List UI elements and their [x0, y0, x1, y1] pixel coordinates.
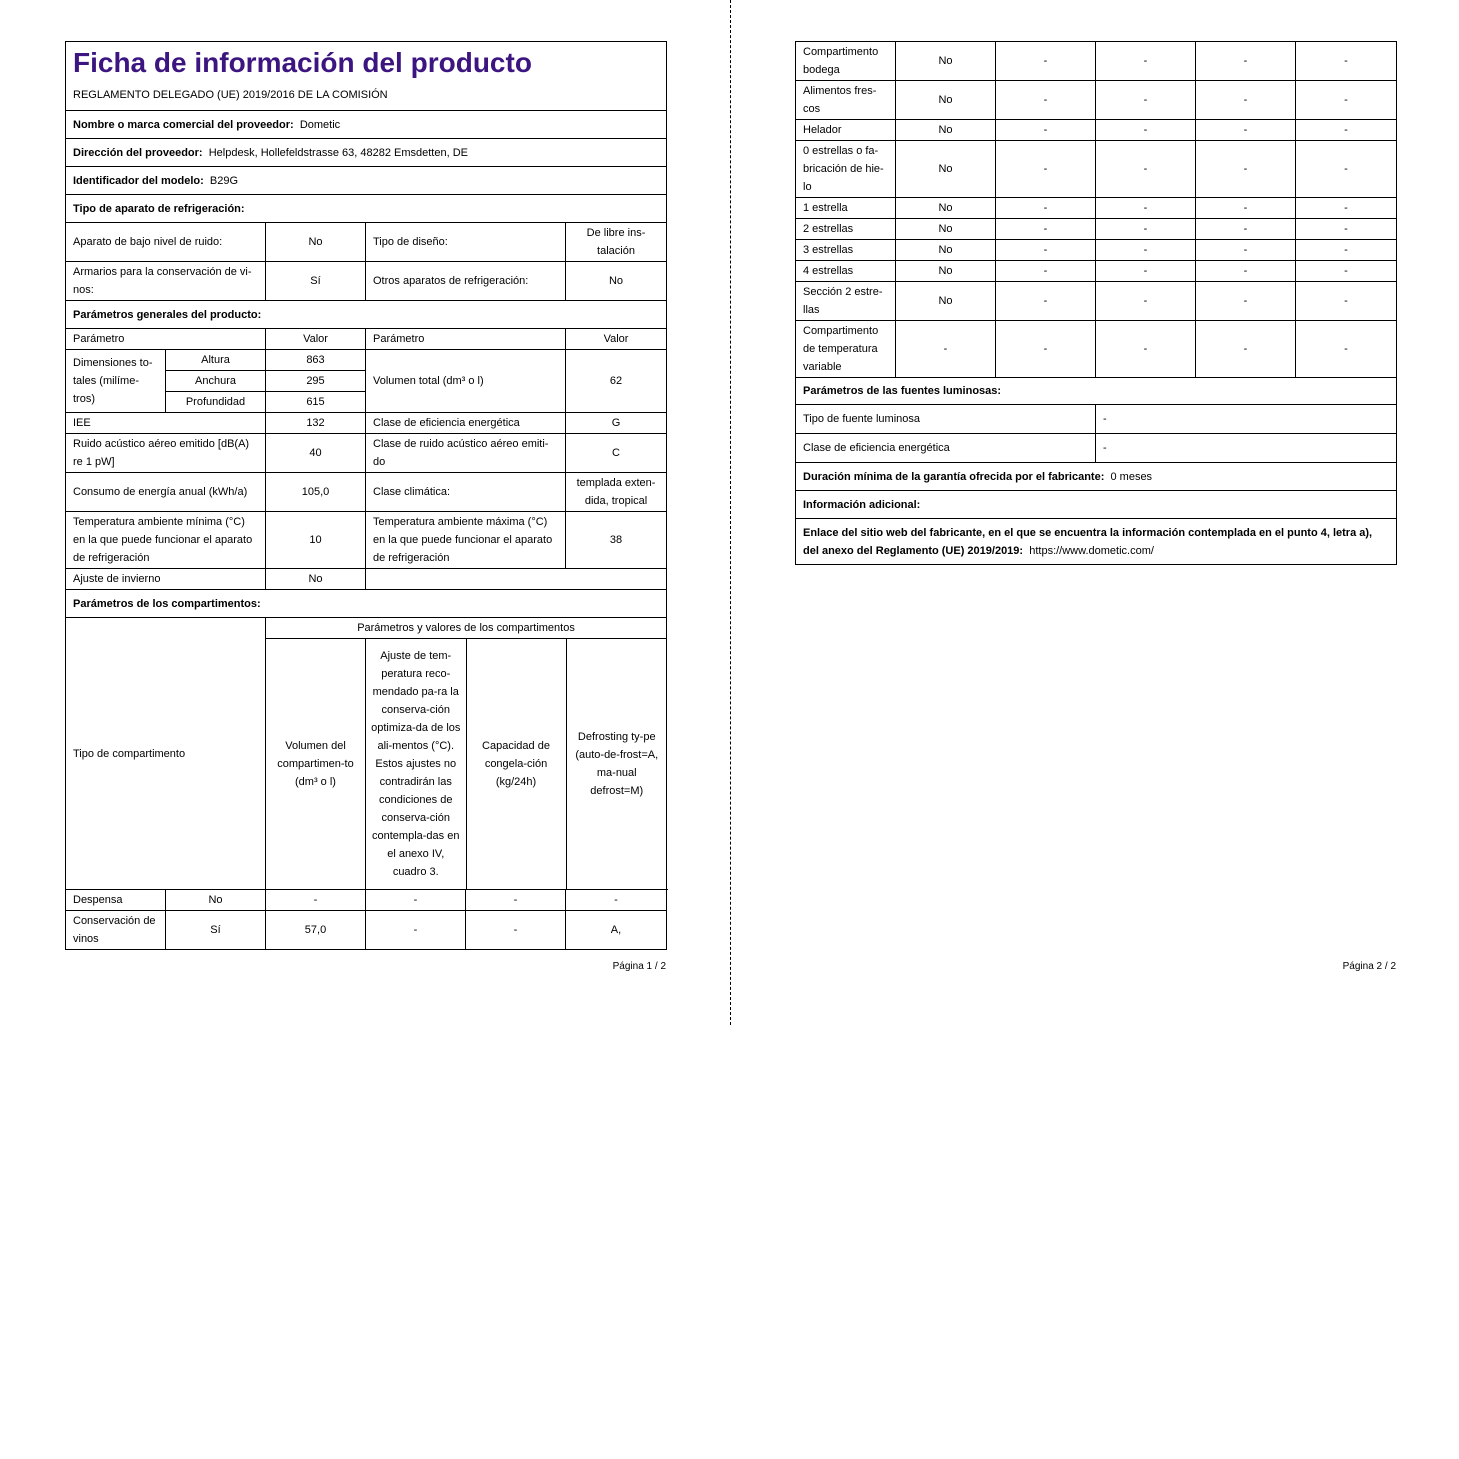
compartment-present: Sí — [166, 911, 266, 950]
total-volume-value: 62 — [566, 350, 667, 413]
wine-cabinet-label: Armarios para la conservación de vi-nos: — [66, 262, 266, 301]
compartment-temp: - — [1096, 141, 1196, 198]
min-temp-label: Temperatura ambiente mínima (°C) en la que puede funcionar el aparato de refrigeración — [66, 512, 266, 569]
compartments-continued-table — [795, 41, 1397, 378]
website-row — [796, 519, 1397, 565]
table-row — [796, 321, 1397, 378]
supplier-address-label: Dirección del proveedor: — [73, 146, 203, 159]
col-defrost-header: Defrosting ty-pe (auto-de-frost=A, ma-nual defrost=M) — [566, 639, 667, 889]
compartment-present: No — [896, 141, 996, 198]
compartment-freezing: - — [1196, 321, 1296, 378]
compartment-name: 3 estrellas — [796, 240, 896, 261]
table-row — [796, 282, 1397, 321]
climate-class-label: Clase climática: — [366, 473, 566, 512]
energy-class-value: G — [566, 413, 667, 434]
height-label: Altura — [166, 350, 266, 371]
total-volume-label: Volumen total (dm³ o l) — [366, 350, 566, 413]
regulation-text: REGLAMENTO DELEGADO (UE) 2019/2016 DE LA COMISIÓN — [73, 89, 388, 101]
compartment-freezing: - — [1196, 282, 1296, 321]
climate-class-value: templada exten-dida, tropical — [566, 473, 667, 512]
compartment-temp: - — [1096, 81, 1196, 120]
width-value: 295 — [266, 371, 366, 392]
noise-class-label: Clase de ruido acústico aéreo emiti-do — [366, 434, 566, 473]
light-type-value: - — [1096, 405, 1397, 434]
compartment-present: No — [166, 890, 266, 911]
eei-value: 132 — [266, 413, 366, 434]
compartment-freezing: - — [1196, 81, 1296, 120]
warranty-label: Duración mínima de la garantía ofrecida por el fabricante: — [803, 470, 1105, 483]
design-type-value: De libre ins-talación — [566, 223, 667, 262]
compartment-freezing: - — [1196, 198, 1296, 219]
table-row — [796, 198, 1397, 219]
compartment-volume: - — [266, 890, 366, 911]
compartment-present: No — [896, 120, 996, 141]
compartment-volume: - — [996, 42, 1096, 81]
light-type-label: Tipo de fuente luminosa — [796, 405, 1096, 434]
general-params-header: Parámetros generales del producto: — [66, 301, 667, 329]
light-source-table — [795, 377, 1397, 565]
compartment-temp: - — [1096, 120, 1196, 141]
compartment-name: Conservación de vinos — [66, 911, 166, 950]
page-divider — [730, 0, 731, 1025]
empty-cell — [366, 569, 667, 590]
compartment-present: No — [896, 42, 996, 81]
compartment-present: - — [896, 321, 996, 378]
compartment-temp: - — [1096, 198, 1196, 219]
energy-class-label: Clase de eficiencia energética — [366, 413, 566, 434]
col-freezing-header: Capacidad de congela-ción (kg/24h) — [466, 639, 566, 889]
col-value2-header: Valor — [566, 329, 667, 350]
title-block — [66, 42, 667, 111]
compartment-defrost: A, — [566, 911, 667, 950]
low-noise-label: Aparato de bajo nivel de ruido: — [66, 223, 266, 262]
wine-cabinet-value: Sí — [266, 262, 366, 301]
compartment-temp: - — [1096, 282, 1196, 321]
website-link[interactable]: https://www.dometic.com/ — [1029, 544, 1154, 557]
dimensions-label: Dimensiones to-tales (milíme-tros) — [66, 350, 166, 413]
table-row — [796, 81, 1397, 120]
compartment-freezing: - — [1196, 141, 1296, 198]
light-class-label: Clase de eficiencia energética — [796, 434, 1096, 463]
compartment-subheader-table — [366, 639, 667, 889]
winter-setting-label: Ajuste de invierno — [66, 569, 266, 590]
compartment-volume: 57,0 — [266, 911, 366, 950]
compartment-params-header: Parámetros y valores de los compartimentos — [266, 618, 667, 639]
compartment-defrost: - — [1296, 198, 1397, 219]
noise-label: Ruido acústico aéreo emitido [dB(A) re 1 pW] — [66, 434, 266, 473]
page-2 — [795, 41, 1396, 565]
compartment-volume: - — [996, 219, 1096, 240]
low-noise-value: No — [266, 223, 366, 262]
supplier-address: Helpdesk, Hollefeldstrasse 63, 48282 Emsdetten, DE — [208, 146, 468, 159]
supplier-name-label: Nombre o marca comercial del proveedor: — [73, 118, 294, 131]
compartment-freezing: - — [466, 911, 566, 950]
compartment-defrost: - — [1296, 240, 1397, 261]
additional-info-header: Información adicional: — [796, 491, 1397, 519]
compartment-volume: - — [996, 240, 1096, 261]
height-value: 863 — [266, 350, 366, 371]
compartment-name: Compartimento de temperatura variable — [796, 321, 896, 378]
page-title: Ficha de información del producto — [73, 47, 532, 78]
compartment-defrost: - — [1296, 120, 1397, 141]
compartments-header: Parámetros de los compartimentos: — [66, 590, 667, 618]
compartment-freezing: - — [1196, 240, 1296, 261]
compartment-present: No — [896, 198, 996, 219]
compartment-name: 4 estrellas — [796, 261, 896, 282]
compartment-name: Sección 2 estre-llas — [796, 282, 896, 321]
table-row — [796, 240, 1397, 261]
compartment-present: No — [896, 261, 996, 282]
compartment-temp: - — [1096, 240, 1196, 261]
compartment-temp: - — [366, 890, 466, 911]
compartment-name: 1 estrella — [796, 198, 896, 219]
supplier-address-row — [66, 139, 667, 167]
other-appliance-label: Otros aparatos de refrigeración: — [366, 262, 566, 301]
compartment-name: Helador — [796, 120, 896, 141]
light-class-value: - — [1096, 434, 1397, 463]
compartment-name: 2 estrellas — [796, 219, 896, 240]
model-id-label: Identificador del modelo: — [73, 174, 204, 187]
table-row — [66, 890, 667, 911]
warranty-value: 0 meses — [1110, 470, 1153, 483]
compartment-volume: - — [996, 282, 1096, 321]
compartment-present: No — [896, 81, 996, 120]
compartment-defrost: - — [1296, 321, 1397, 378]
compartment-volume: - — [996, 321, 1096, 378]
eei-label: IEE — [66, 413, 266, 434]
light-params-header: Parámetros de las fuentes luminosas: — [796, 378, 1397, 405]
appliance-type-header: Tipo de aparato de refrigeración: — [66, 195, 667, 223]
compartment-present: No — [896, 240, 996, 261]
compartment-present: No — [896, 219, 996, 240]
model-id-row — [66, 167, 667, 195]
compartment-volume: - — [996, 81, 1096, 120]
col-param-header: Parámetro — [66, 329, 266, 350]
compartment-defrost: - — [1296, 141, 1397, 198]
page-number-1: Página 1 / 2 — [612, 961, 666, 972]
compartment-name: Alimentos fres-cos — [796, 81, 896, 120]
compartment-name: Compartimento bodega — [796, 42, 896, 81]
table-row — [796, 42, 1397, 81]
compartment-freezing: - — [1196, 261, 1296, 282]
page-number-2: Página 2 / 2 — [1342, 961, 1396, 972]
max-temp-value: 38 — [566, 512, 667, 569]
compartment-volume: - — [996, 261, 1096, 282]
table-row — [796, 219, 1397, 240]
compartment-defrost: - — [566, 890, 667, 911]
noise-value: 40 — [266, 434, 366, 473]
compartment-temp: - — [1096, 261, 1196, 282]
compartment-temp: - — [1096, 219, 1196, 240]
compartment-name: Despensa — [66, 890, 166, 911]
compartment-freezing: - — [1196, 120, 1296, 141]
compartment-temp: - — [366, 911, 466, 950]
compartment-temp: - — [1096, 321, 1196, 378]
noise-class-value: C — [566, 434, 667, 473]
model-id: B29G — [209, 174, 239, 187]
design-type-label: Tipo de diseño: — [366, 223, 566, 262]
table-row — [796, 141, 1397, 198]
compartment-subheaders — [366, 639, 667, 890]
compartment-volume: - — [996, 198, 1096, 219]
compartment-defrost: - — [1296, 282, 1397, 321]
compartment-freezing: - — [1196, 219, 1296, 240]
winter-setting-value: No — [266, 569, 366, 590]
depth-label: Profundidad — [166, 392, 266, 413]
warranty-row — [796, 463, 1397, 491]
depth-value: 615 — [266, 392, 366, 413]
compartment-defrost: - — [1296, 42, 1397, 81]
supplier-name-row — [66, 111, 667, 139]
annual-energy-label: Consumo de energía anual (kWh/a) — [66, 473, 266, 512]
compartment-defrost: - — [1296, 219, 1397, 240]
annual-energy-value: 105,0 — [266, 473, 366, 512]
compartment-volume: - — [996, 120, 1096, 141]
compartment-volume: - — [996, 141, 1096, 198]
col-temp-header: Ajuste de tem-peratura reco-mendado pa-ra la conserva-ción optimiza-da de los ali-mentos (°C). Estos ajustes no contradirán las condiciones de conserva-ción contempla-das en el anexo IV, cuadro 3. — [366, 639, 466, 889]
website-label: Enlace del sitio web del fabricante, en el que se encuentra la información contemplada en el punto 4, letra a), del anexo del Reglamento (UE) 2019/2019: — [803, 526, 1373, 557]
width-label: Anchura — [166, 371, 266, 392]
compartment-present: No — [896, 282, 996, 321]
compartment-name: 0 estrellas o fa-bricación de hie-lo — [796, 141, 896, 198]
compartment-type-label: Tipo de compartimento — [66, 618, 266, 890]
table-row — [796, 261, 1397, 282]
table-row — [796, 120, 1397, 141]
min-temp-value: 10 — [266, 512, 366, 569]
compartment-rows-table — [65, 889, 667, 950]
compartment-temp: - — [1096, 42, 1196, 81]
col-value-header: Valor — [266, 329, 366, 350]
compartment-freezing: - — [1196, 42, 1296, 81]
supplier-name: Dometic — [299, 118, 341, 131]
compartment-defrost: - — [1296, 261, 1397, 282]
compartment-freezing: - — [466, 890, 566, 911]
page-1 — [65, 41, 666, 950]
product-info-table — [65, 41, 667, 890]
col-param2-header: Parámetro — [366, 329, 566, 350]
col-volume-header: Volumen del compartimen-to (dm³ o l) — [266, 639, 366, 890]
max-temp-label: Temperatura ambiente máxima (°C) en la que puede funcionar el aparato de refrigeración — [366, 512, 566, 569]
other-appliance-value: No — [566, 262, 667, 301]
compartment-defrost: - — [1296, 81, 1397, 120]
table-row — [66, 911, 667, 950]
